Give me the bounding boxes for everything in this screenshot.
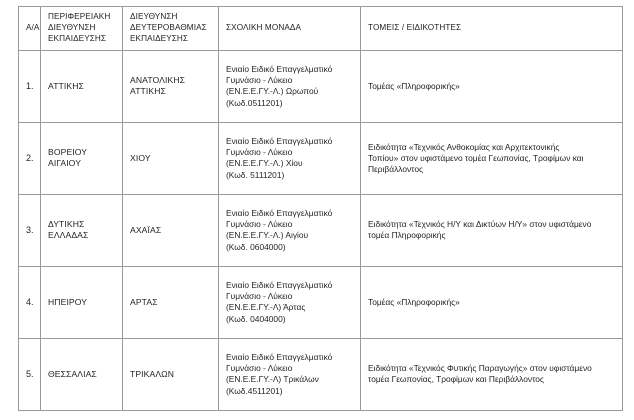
column-header-school-unit-line-1: ΣΧΟΛΙΚΗ ΜΟΝΑΔΑ bbox=[226, 22, 302, 32]
cell-aa bbox=[19, 123, 41, 195]
regional-line-2: ΕΛΛΑΔΑΣ bbox=[48, 230, 89, 241]
school-unit-line-3: (ΕΝ.Ε.Ε.ΓΥ.-Λ) Τρικάλων bbox=[226, 374, 319, 385]
school-unit-code: (Κωδ.0511201) bbox=[226, 97, 283, 108]
school-unit-code: (Κωδ.4511201) bbox=[226, 385, 283, 396]
sectors-line-1: Τομέας «Πληροφορικής» bbox=[368, 80, 460, 91]
column-header-secondary-line-3: ΕΚΠΑΙΔΕΥΣΗΣ bbox=[130, 33, 189, 43]
secondary-line-1: ΤΡΙΚΑΛΩΝ bbox=[130, 368, 175, 379]
cell-regional-directorate bbox=[41, 51, 123, 123]
table-row bbox=[19, 267, 623, 339]
school-unit-line-2: Γυμνάσιο - Λύκειο bbox=[226, 147, 293, 158]
cell-sectors-specialties bbox=[361, 51, 623, 123]
school-unit-line-3: (ΕΝ.Ε.Ε.ΓΥ.-Λ.) Χίου bbox=[226, 158, 303, 169]
school-unit-line-1: Ενιαίο Ειδικό Επαγγελματικό bbox=[226, 352, 333, 363]
cell-regional-directorate bbox=[41, 123, 123, 195]
cell-school-unit bbox=[219, 267, 361, 339]
column-header-school-unit bbox=[219, 7, 361, 51]
school-unit-line-1: Ενιαίο Ειδικό Επαγγελματικό bbox=[226, 64, 333, 75]
cell-school-unit bbox=[219, 339, 361, 411]
cell-secondary-directorate bbox=[123, 267, 219, 339]
cell-regional-directorate bbox=[41, 267, 123, 339]
school-unit-line-3: (ΕΝ.Ε.Ε.ΓΥ.-Λ.) Αιγίου bbox=[226, 230, 309, 241]
school-unit-line-1: Ενιαίο Ειδικό Επαγγελματικό bbox=[226, 136, 333, 147]
regional-line-2: ΑΙΓΑΙΟΥ bbox=[48, 158, 82, 169]
table-header-row bbox=[19, 7, 623, 51]
school-unit-line-1: Ενιαίο Ειδικό Επαγγελματικό bbox=[226, 208, 333, 219]
school-unit-line-1: Ενιαίο Ειδικό Επαγγελματικό bbox=[226, 280, 333, 291]
table-row bbox=[19, 339, 623, 411]
cell-aa bbox=[19, 267, 41, 339]
sectors-line-3: Περιβάλλοντος bbox=[368, 164, 424, 175]
column-header-secondary-line-2: ΔΕΥΤΕΡΟΒΑΘΜΙΑΣ bbox=[130, 22, 207, 32]
school-unit-code: (Κωδ. 0604000) bbox=[226, 241, 286, 252]
cell-sectors-specialties bbox=[361, 195, 623, 267]
cell-aa bbox=[19, 195, 41, 267]
sectors-line-1: Ειδικότητα «Τεχνικός Φυτικής Παραγωγής» στον υφιστάμενο bbox=[368, 363, 592, 374]
column-header-aa-line-1: Α/Α bbox=[26, 22, 40, 32]
cell-sectors-specialties bbox=[361, 267, 623, 339]
cell-school-unit bbox=[219, 195, 361, 267]
school-unit-code: (Κωδ. 0404000) bbox=[226, 313, 286, 324]
regional-line-1: ΒΟΡΕΙΟΥ bbox=[48, 147, 88, 158]
sectors-line-1: Ειδικότητα «Τεχνικός Η/Υ και Δικτύων Η/Υ» στον υφιστάμενο bbox=[368, 219, 592, 230]
cell-secondary-directorate bbox=[123, 195, 219, 267]
cell-secondary-directorate bbox=[123, 51, 219, 123]
row-number: 4. bbox=[26, 296, 34, 307]
school-unit-code: (Κωδ. 5111201) bbox=[226, 169, 285, 180]
row-number: 1. bbox=[26, 80, 34, 91]
secondary-line-1: ΑΡΤΑΣ bbox=[130, 296, 158, 307]
column-header-regional-directorate bbox=[41, 7, 123, 51]
secondary-line-1: ΑΝΑΤΟΛΙΚΗΣ bbox=[130, 75, 186, 86]
regional-line-1: ΘΕΣΣΑΛΙΑΣ bbox=[48, 368, 97, 379]
school-units-table bbox=[18, 6, 623, 411]
sectors-line-1: Τομέας «Πληροφορικής» bbox=[368, 296, 460, 307]
column-header-sectors-line-1: ΤΟΜΕΙΣ / ΕΙΔΙΚΟΤΗΤΕΣ bbox=[368, 22, 462, 32]
column-header-secondary-directorate bbox=[123, 7, 219, 51]
school-unit-line-2: Γυμνάσιο - Λύκειο bbox=[226, 219, 293, 230]
cell-secondary-directorate bbox=[123, 339, 219, 411]
cell-school-unit bbox=[219, 123, 361, 195]
school-unit-line-2: Γυμνάσιο - Λύκειο bbox=[226, 75, 293, 86]
school-unit-line-2: Γυμνάσιο - Λύκειο bbox=[226, 363, 293, 374]
school-unit-line-3: (ΕΝ.Ε.Ε.ΓΥ.-Λ.) Ωρωπού bbox=[226, 86, 319, 97]
column-header-regional-line-3: ΕΚΠΑΙΔΕΥΣΗΣ bbox=[48, 33, 107, 43]
cell-aa bbox=[19, 339, 41, 411]
secondary-line-1: ΧΙΟΥ bbox=[130, 152, 151, 163]
column-header-regional-line-2: ΔΙΕΥΘΥΝΣΗ bbox=[48, 22, 96, 32]
regional-line-1: ΑΤΤΙΚΗΣ bbox=[48, 80, 84, 91]
regional-line-1: ΗΠΕΙΡΟΥ bbox=[48, 296, 88, 307]
cell-school-unit bbox=[219, 51, 361, 123]
cell-regional-directorate bbox=[41, 195, 123, 267]
school-unit-line-2: Γυμνάσιο - Λύκειο bbox=[226, 291, 293, 302]
table-row bbox=[19, 123, 623, 195]
row-number: 5. bbox=[26, 368, 34, 379]
secondary-line-1: ΑΧΑΪΑΣ bbox=[130, 224, 162, 235]
table-header bbox=[19, 7, 623, 51]
cell-aa bbox=[19, 51, 41, 123]
column-header-sectors-specialties bbox=[361, 7, 623, 51]
column-header-aa bbox=[19, 7, 41, 51]
sectors-line-2: τομέα Πληροφορικής bbox=[368, 230, 446, 241]
cell-secondary-directorate bbox=[123, 123, 219, 195]
sectors-line-2: τομέα Γεωπονίας, Τροφίμων και Περιβάλλοντος bbox=[368, 374, 544, 385]
table-body bbox=[19, 51, 623, 411]
sectors-line-1: Ειδικότητα «Τεχνικός Ανθοκομίας και Αρχιτεκτονικής bbox=[368, 141, 560, 152]
column-header-regional-line-1: ΠΕΡΙΦΕΡΕΙΑΚΗ bbox=[48, 12, 111, 21]
table-row bbox=[19, 195, 623, 267]
column-header-secondary-line-1: ΔΙΕΥΘΥΝΣΗ bbox=[130, 12, 178, 21]
school-units-table-container bbox=[18, 6, 622, 411]
regional-line-1: ΔΥΤΙΚΗΣ bbox=[48, 219, 85, 230]
row-number: 3. bbox=[26, 224, 34, 235]
cell-regional-directorate bbox=[41, 339, 123, 411]
cell-sectors-specialties bbox=[361, 339, 623, 411]
cell-sectors-specialties bbox=[361, 123, 623, 195]
sectors-line-2: Τοπίου» στον υφιστάμενο τομέα Γεωπονίας, Τροφίμων και bbox=[368, 152, 584, 163]
school-unit-line-3: (ΕΝ.Ε.Ε.ΓΥ.-Λ) Άρτας bbox=[226, 302, 306, 313]
row-number: 2. bbox=[26, 152, 34, 163]
secondary-line-2: ΑΤΤΙΚΗΣ bbox=[130, 86, 166, 97]
table-row bbox=[19, 51, 623, 123]
